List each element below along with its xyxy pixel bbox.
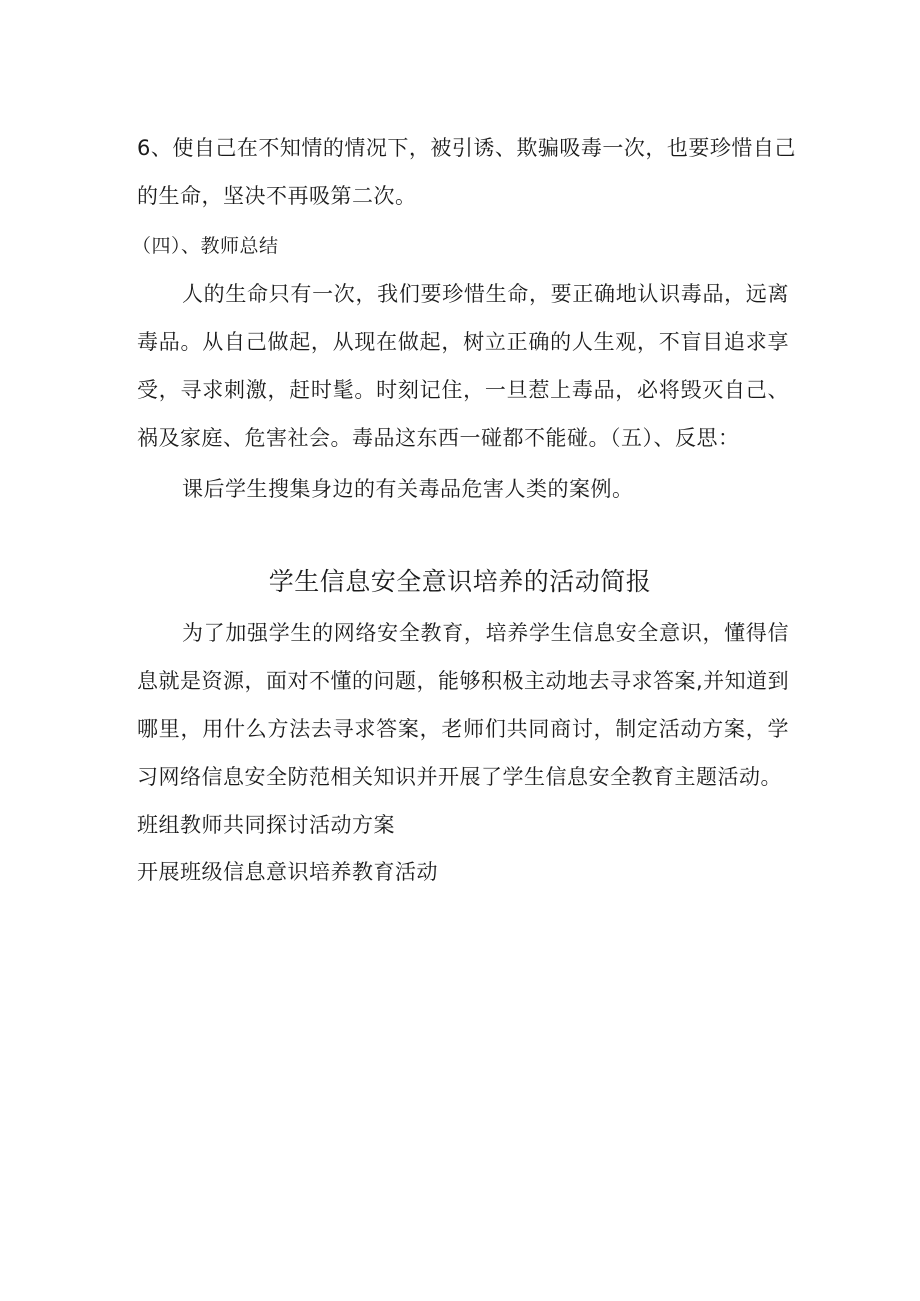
- heading-teacher-summary: （四）、教师总结: [132, 235, 279, 257]
- summary-line-4: 祸及家庭、危害社会。毒品这东西一碰都不能碰。（五）、反思：: [137, 426, 740, 450]
- report-para-line-1: 为了加强学生的网络安全教育，培养学生信息安全意识，懂得信: [182, 621, 789, 645]
- report-para-line-3: 哪里，用什么方法去寻求答案，老师们共同商讨，制定活动方案，学: [137, 717, 789, 741]
- summary-line-1: 人的生命只有一次，我们要珍惜生命，要正确地认识毒品，远离: [182, 282, 789, 306]
- reflection-text: 课后学生搜集身边的有关毒品危害人类的案例。: [182, 477, 634, 501]
- item-6-line-2: 的生命，坚决不再吸第二次。: [137, 184, 417, 208]
- summary-line-3: 受，寻求刺激，赶时髦。时刻记住，一旦惹上毒品，必将毁灭自己、: [137, 378, 789, 402]
- report-para-line-2: 息就是资源，面对不懂的问题，能够积极主动地去寻求答案,并知道到: [137, 669, 790, 693]
- summary-line-2: 毒品。从自己做起，从现在做起，树立正确的人生观，不盲目追求享: [137, 330, 789, 354]
- report-title: 学生信息安全意识培养的活动简报: [268, 567, 652, 596]
- report-para-line-4: 习网络信息安全防范相关知识并开展了学生信息安全教育主题活动。: [137, 765, 782, 789]
- caption-activity: 开展班级信息意识培养教育活动: [137, 860, 438, 884]
- caption-planning: 班组教师共同探讨活动方案: [137, 813, 395, 837]
- item-6-line-1: 6、使自己在不知情的情况下，被引诱、欺骗吸毒一次，也要珍惜自己: [137, 136, 796, 160]
